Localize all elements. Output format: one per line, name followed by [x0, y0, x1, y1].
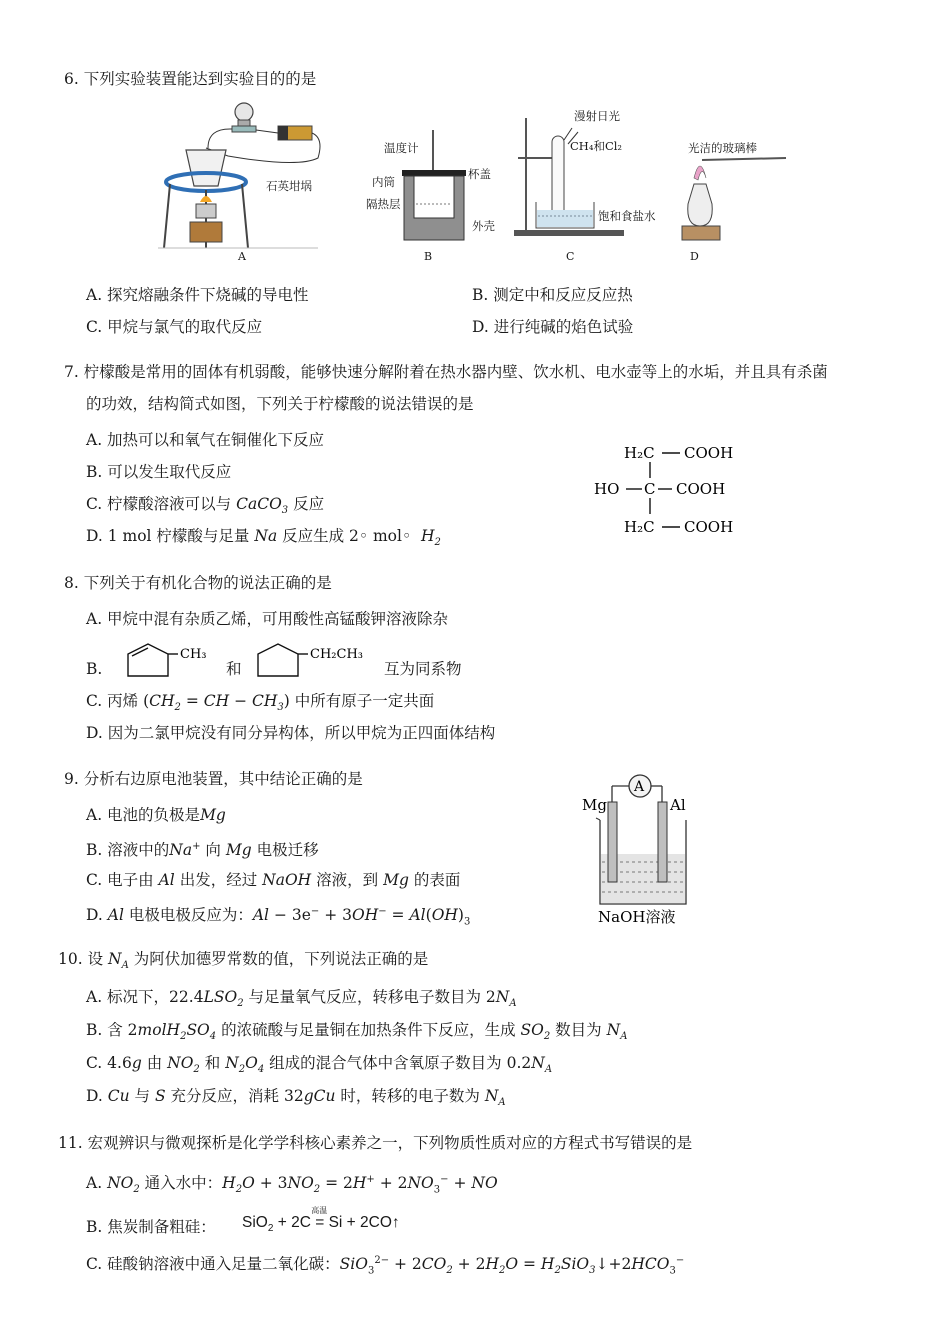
- mg-electrode-label: Mg: [582, 796, 607, 814]
- struct-h2c-bottom: H₂C: [624, 518, 655, 536]
- q11-option-b: B. 焦炭制备粗硅：: [86, 1218, 216, 1236]
- fig-c-label: C: [566, 250, 575, 263]
- q10-option-d: D. Cu 与 S 充分反应，消耗 32gCu 时，转移的电子数为 $N_A$: [86, 1087, 506, 1109]
- ring1-substituent: CH₃: [180, 647, 207, 662]
- galvanic-cell-figure: [578, 770, 718, 926]
- q9-option-c: C. 电子由 Al 出发，经过 NaOH 溶液，到 Mg 的表面: [86, 871, 461, 889]
- thermometer-label: 温度计: [384, 141, 419, 155]
- struct-ho: HO: [594, 480, 620, 498]
- fig-d-label: D: [690, 250, 699, 263]
- light-label: 漫射日光: [574, 109, 620, 123]
- gas-label: CH₄和Cl₂: [570, 139, 623, 153]
- fig-b-label: B: [424, 250, 433, 263]
- q10-option-c: C. 4.6g 由 $NO_2$ 和 $N_2O_4$ 组成的混合气体中含氧原子数目为 $0.2N_A$: [86, 1054, 553, 1076]
- q6-figure-d: [674, 150, 794, 242]
- q10-stem: 10. 设 $N_A$ 为阿伏加德罗常数的值，下列说法正确的是: [58, 950, 429, 972]
- q11-option-c: C. 硅酸钠溶液中通入足量二氧化碳：$SiO_3^{2-} + 2CO_2 + 2H_2O$ = $H_2SiO_3↓+2HCO_3^-$: [86, 1255, 685, 1277]
- cyclopentene-methyl: [120, 640, 220, 682]
- q9-option-d: D. Al 电极电极反应为：$Al - 3e^- + 3OH^- = Al(OH)_3$: [86, 906, 471, 928]
- q10-option-b: B. 含 $2molH_2SO_4$ 的浓硫酸与足量铜在加热条件下反应，生成 $SO_2$ 数目为 $N_A$: [86, 1021, 628, 1043]
- naoh-solution-label: NaOH溶液: [598, 908, 676, 926]
- q9-option-a: A. 电池的负极是Mg: [86, 806, 226, 824]
- q7-option-c: C. 柠檬酸溶液可以与 CaCO$_3$ 反应: [86, 495, 325, 517]
- ring2-substituent: CH₂CH₃: [310, 647, 363, 662]
- q9-option-b: B. 溶液中的Na+ 向 Mg 电极迁移: [86, 841, 319, 860]
- citric-acid-structure: [592, 438, 752, 542]
- lid-label: 杯盖: [468, 167, 491, 181]
- q7-option-b: B. 可以发生取代反应: [86, 463, 232, 481]
- q8-option-c: C. 丙烯 ($CH_2$ = CH − $CH_3$) 中所有原子一定共面: [86, 692, 435, 714]
- q6-stem: 6. 下列实验装置能达到实验目的的是: [64, 70, 317, 88]
- crucible-label: 石英坩埚: [266, 179, 312, 193]
- struct-c: C: [644, 480, 656, 498]
- q10-option-a: A. 标况下，$22.4LSO_2$ 与足量氧气反应，转移电子数目为 $2N_A$: [86, 988, 517, 1010]
- insulation-label: 隔热层: [366, 197, 401, 211]
- q6-option-c: C. 甲烷与氯气的取代反应: [86, 318, 263, 336]
- q6-option-d: D. 进行纯碱的焰色试验: [472, 318, 634, 336]
- struct-cooh-top: COOH: [684, 444, 734, 462]
- q8-option-a: A. 甲烷中混有杂质乙烯，可用酸性高锰酸钾溶液除杂: [86, 610, 449, 628]
- rod-label: 光洁的玻璃棒: [688, 141, 757, 155]
- fig-a-label: A: [238, 250, 246, 263]
- q8-option-b-tail: 互为同系物: [384, 660, 462, 678]
- q7-stem-line1: 7. 柠檬酸是常用的固体有机弱酸，能够快速分解附着在热水器内壁、饮水机、电水壶等上的水垢，并且具有杀菌: [64, 363, 828, 381]
- q11-stem: 11. 宏观辨识与微观探析是化学学科核心素养之一，下列物质性质对应的方程式书写错误的是: [58, 1134, 693, 1152]
- q6-option-b: B. 测定中和反应反应热: [472, 286, 633, 304]
- cyclopentane-ethyl: [250, 640, 376, 682]
- outer-label: 外壳: [472, 219, 495, 233]
- q6-option-a: A. 探究熔融条件下烧碱的导电性: [86, 286, 309, 304]
- solution-label: 饱和食盐水: [598, 209, 656, 223]
- q8-stem: 8. 下列关于有机化合物的说法正确的是: [64, 574, 332, 592]
- q7-option-d: D. 1 mol 柠檬酸与足量 Na 反应生成 2◦ mol◦ $H_2$: [86, 527, 441, 549]
- q8-option-d: D. 因为二氯甲烷没有同分异构体，所以甲烷为正四面体结构: [86, 724, 496, 742]
- struct-cooh-bottom: COOH: [684, 518, 734, 536]
- struct-h2c-top: H₂C: [624, 444, 655, 462]
- ammeter-label: A: [634, 779, 645, 795]
- high-temp-condition: 高温: [311, 1206, 328, 1215]
- struct-cooh-mid: COOH: [676, 480, 726, 498]
- al-electrode-label: Al: [670, 796, 686, 814]
- q11-option-b-equation: SiO$_2$ + 2C = 高温 Si + 2CO↑: [242, 1212, 400, 1240]
- q7-option-a: A. 加热可以和氧气在铜催化下反应: [86, 431, 325, 449]
- q8-option-b-and: 和: [226, 660, 242, 678]
- q8-option-b-label: B.: [86, 660, 103, 678]
- q7-stem-line2: 的功效，结构简式如图，下列关于柠檬酸的说法错误的是: [86, 395, 474, 413]
- q11-option-a: A. $NO_2$ 通入水中：$H_2O + 3NO_2 = 2H^+ + 2NO_3^-$ + NO: [86, 1174, 498, 1196]
- q9-stem: 9. 分析右边原电池装置，其中结论正确的是: [64, 770, 363, 788]
- inner-label: 内筒: [372, 175, 395, 189]
